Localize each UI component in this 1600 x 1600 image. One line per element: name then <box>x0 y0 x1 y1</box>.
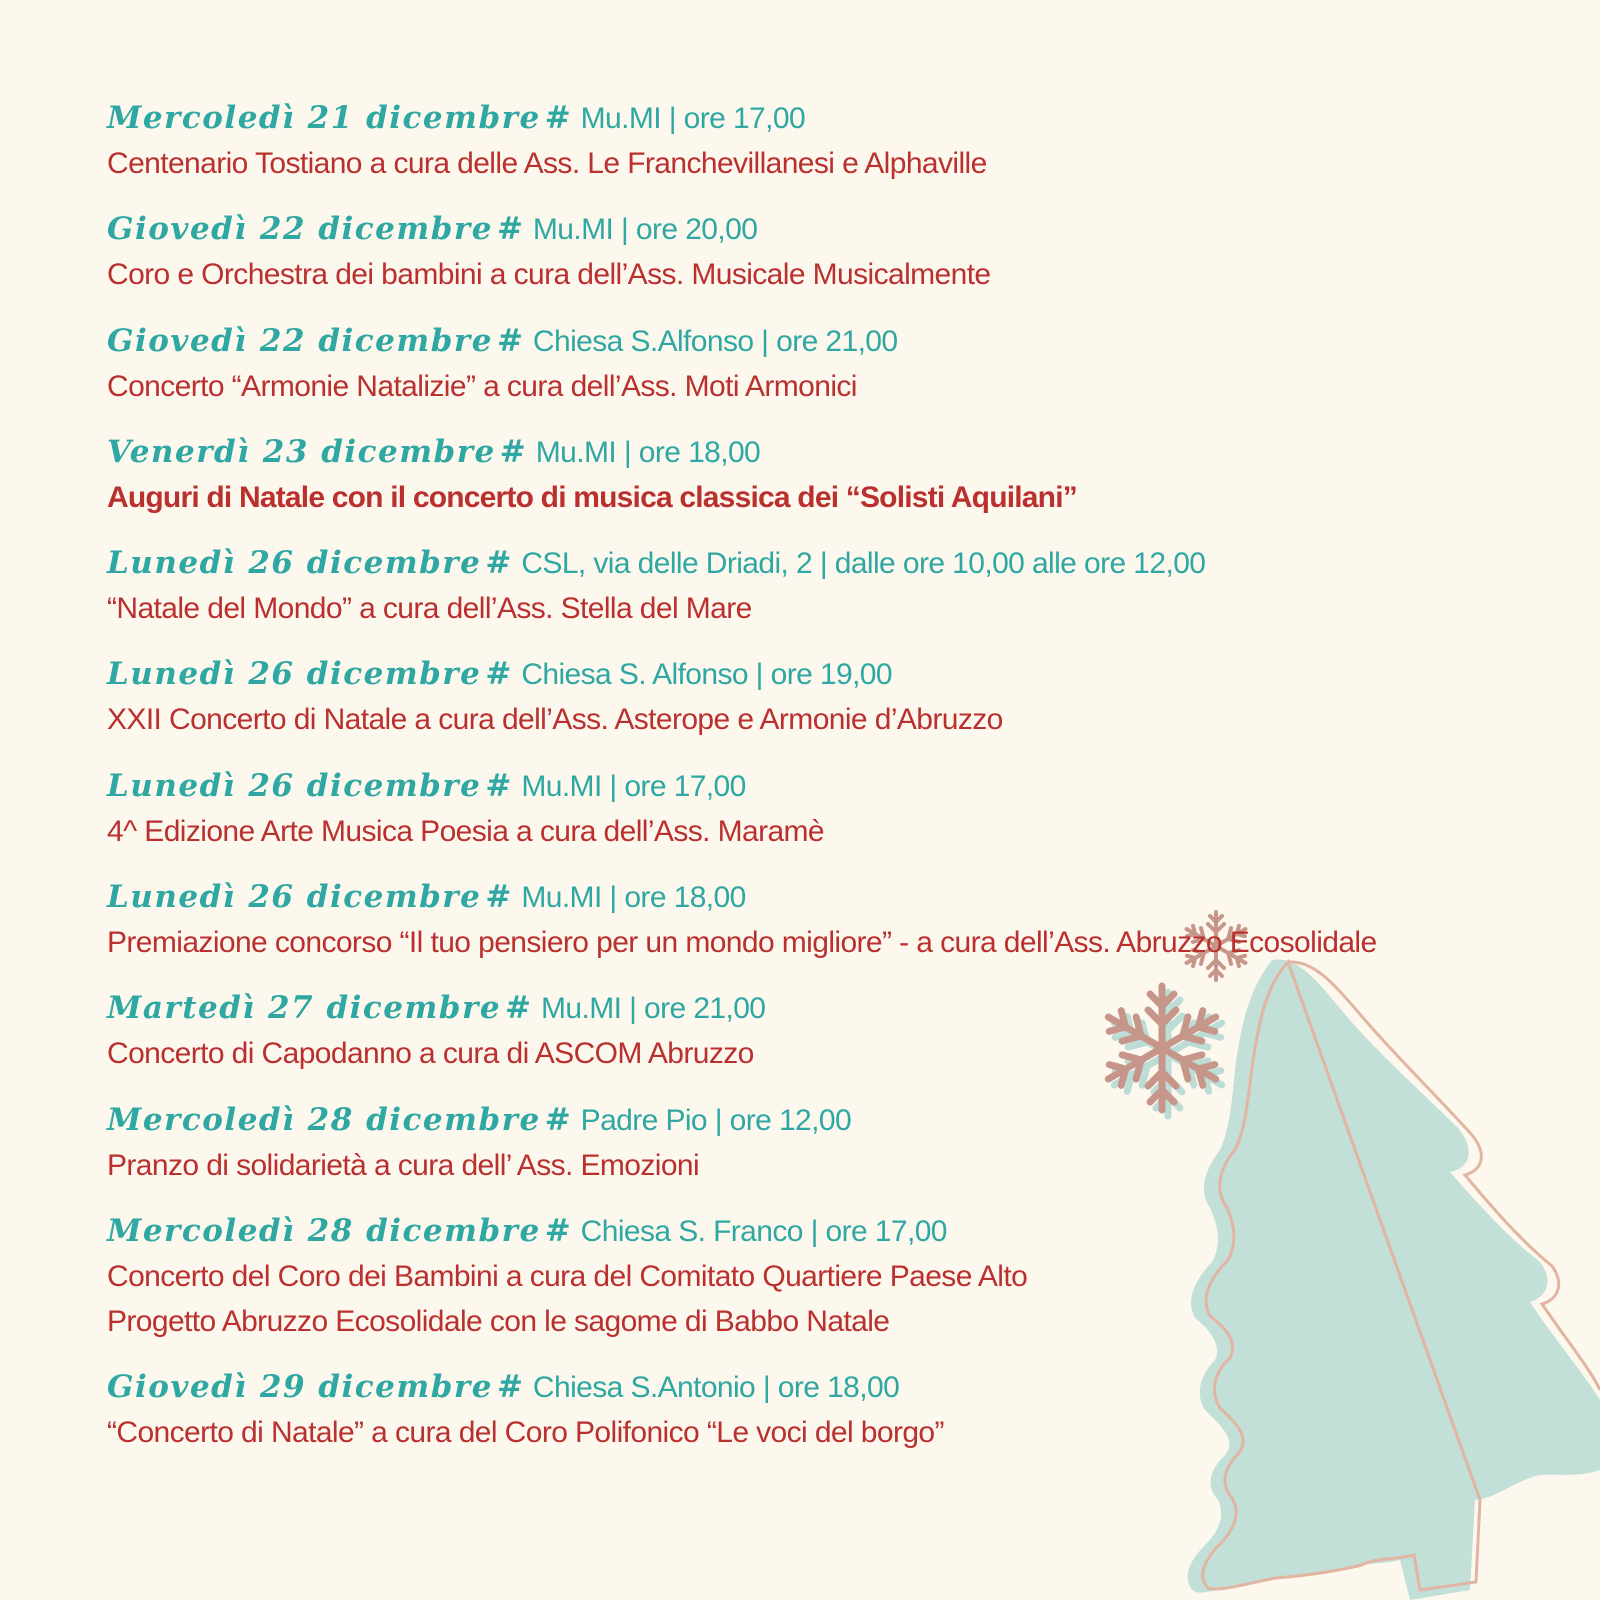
event-separator: # <box>485 879 512 916</box>
event-description: Concerto del Coro dei Bambini a cura del Comitato Quartiere Paese Alto <box>107 1259 1028 1293</box>
event-heading <box>107 319 1507 364</box>
event-separator: # <box>544 1101 571 1138</box>
event-description: Concerto “Armonie Natalizie” a cura dell’Ass. Moti Armonici <box>107 369 857 403</box>
event-day: Giovedì 29 dicembre <box>107 1368 493 1405</box>
event-heading <box>107 875 1507 920</box>
event-separator: # <box>544 1212 571 1249</box>
event-separator: # <box>485 767 512 804</box>
event-item <box>107 652 1507 763</box>
event-heading <box>107 1209 1507 1254</box>
event-item <box>107 96 1507 207</box>
event-location: Chiesa S.Antonio | ore 18,00 <box>532 1370 900 1404</box>
event-heading <box>107 1365 1507 1410</box>
event-description: Auguri di Natale con il concerto di musica classica dei “Solisti Aquilani” <box>107 480 1077 514</box>
event-item <box>107 986 1507 1097</box>
event-item <box>107 207 1507 318</box>
event-separator: # <box>499 433 526 470</box>
event-description: XXII Concerto di Natale a cura dell’Ass. Asterope e Armonie d’Abruzzo <box>107 703 1003 737</box>
event-item <box>107 1365 1507 1476</box>
event-description: “Concerto di Natale” a cura del Coro Polifonico “Le voci del borgo” <box>107 1415 944 1449</box>
event-item <box>107 541 1507 652</box>
event-day: Lunedì 26 dicembre <box>107 545 482 582</box>
event-day: Venerdì 23 dicembre <box>107 433 496 470</box>
event-item <box>107 1098 1507 1209</box>
event-separator: # <box>505 990 532 1027</box>
event-location: Chiesa S.Alfonso | ore 21,00 <box>532 324 898 358</box>
event-item <box>107 875 1507 986</box>
event-location: Chiesa S. Alfonso | ore 19,00 <box>521 658 892 692</box>
event-separator: # <box>485 656 512 693</box>
event-location: Mu.MI | ore 20,00 <box>532 213 758 247</box>
event-location: Mu.MI | ore 17,00 <box>580 102 806 135</box>
event-heading <box>107 207 1507 252</box>
event-item <box>107 1209 1507 1365</box>
event-location: Mu.MI | ore 21,00 <box>541 992 766 1026</box>
event-heading <box>107 764 1507 809</box>
event-separator: # <box>544 100 571 136</box>
event-heading <box>107 986 1507 1031</box>
event-item <box>107 764 1507 875</box>
event-description: Premiazione concorso “Il tuo pensiero per un mondo migliore” - a cura dell’Ass. Abruzzo Ecosolidale <box>107 926 1377 960</box>
event-location: Mu.MI | ore 18,00 <box>521 881 746 915</box>
event-description-second-line: Progetto Abruzzo Ecosolidale con le sagome di Babbo Natale <box>107 1304 890 1338</box>
event-day: Lunedì 26 dicembre <box>107 656 482 693</box>
event-separator: # <box>496 1368 523 1405</box>
event-day: Mercoledì 28 dicembre <box>107 1212 541 1249</box>
event-separator: # <box>496 211 523 248</box>
event-separator: # <box>496 322 523 359</box>
event-day: Mercoledì 21 dicembre <box>107 100 541 136</box>
event-description: Coro e Orchestra dei bambini a cura dell’Ass. Musicale Musicalmente <box>107 258 991 292</box>
event-list <box>107 96 1507 1476</box>
event-location: Chiesa S. Franco | ore 17,00 <box>580 1214 947 1248</box>
event-day: Lunedì 26 dicembre <box>107 767 482 804</box>
event-location: Mu.MI | ore 18,00 <box>535 435 761 469</box>
event-heading <box>107 652 1507 697</box>
event-item <box>107 319 1507 430</box>
event-day: Mercoledì 28 dicembre <box>107 1101 541 1138</box>
event-location: Mu.MI | ore 17,00 <box>521 769 746 803</box>
event-day: Giovedì 22 dicembre <box>107 211 493 248</box>
event-heading <box>107 541 1507 586</box>
event-description: “Natale del Mondo” a cura dell’Ass. Stella del Mare <box>107 592 752 626</box>
event-heading <box>107 1098 1507 1143</box>
event-description: Concerto di Capodanno a cura di ASCOM Abruzzo <box>107 1037 754 1071</box>
event-location: Padre Pio | ore 12,00 <box>580 1103 852 1137</box>
event-description: Pranzo di solidarietà a cura dell’ Ass. Emozioni <box>107 1148 700 1182</box>
event-separator: # <box>485 545 512 582</box>
event-day: Martedì 27 dicembre <box>107 990 502 1027</box>
event-location: CSL, via delle Driadi, 2 | dalle ore 10,00 alle ore 12,00 <box>521 547 1206 581</box>
event-heading <box>107 96 1507 141</box>
event-heading <box>107 430 1507 475</box>
event-description: 4^ Edizione Arte Musica Poesia a cura dell’Ass. Maramè <box>107 814 825 848</box>
event-day: Lunedì 26 dicembre <box>107 879 482 916</box>
event-day: Giovedì 22 dicembre <box>107 322 493 359</box>
event-description: Centenario Tostiano a cura delle Ass. Le Franchevillanesi e Alphaville <box>107 147 987 180</box>
event-item <box>107 430 1507 541</box>
